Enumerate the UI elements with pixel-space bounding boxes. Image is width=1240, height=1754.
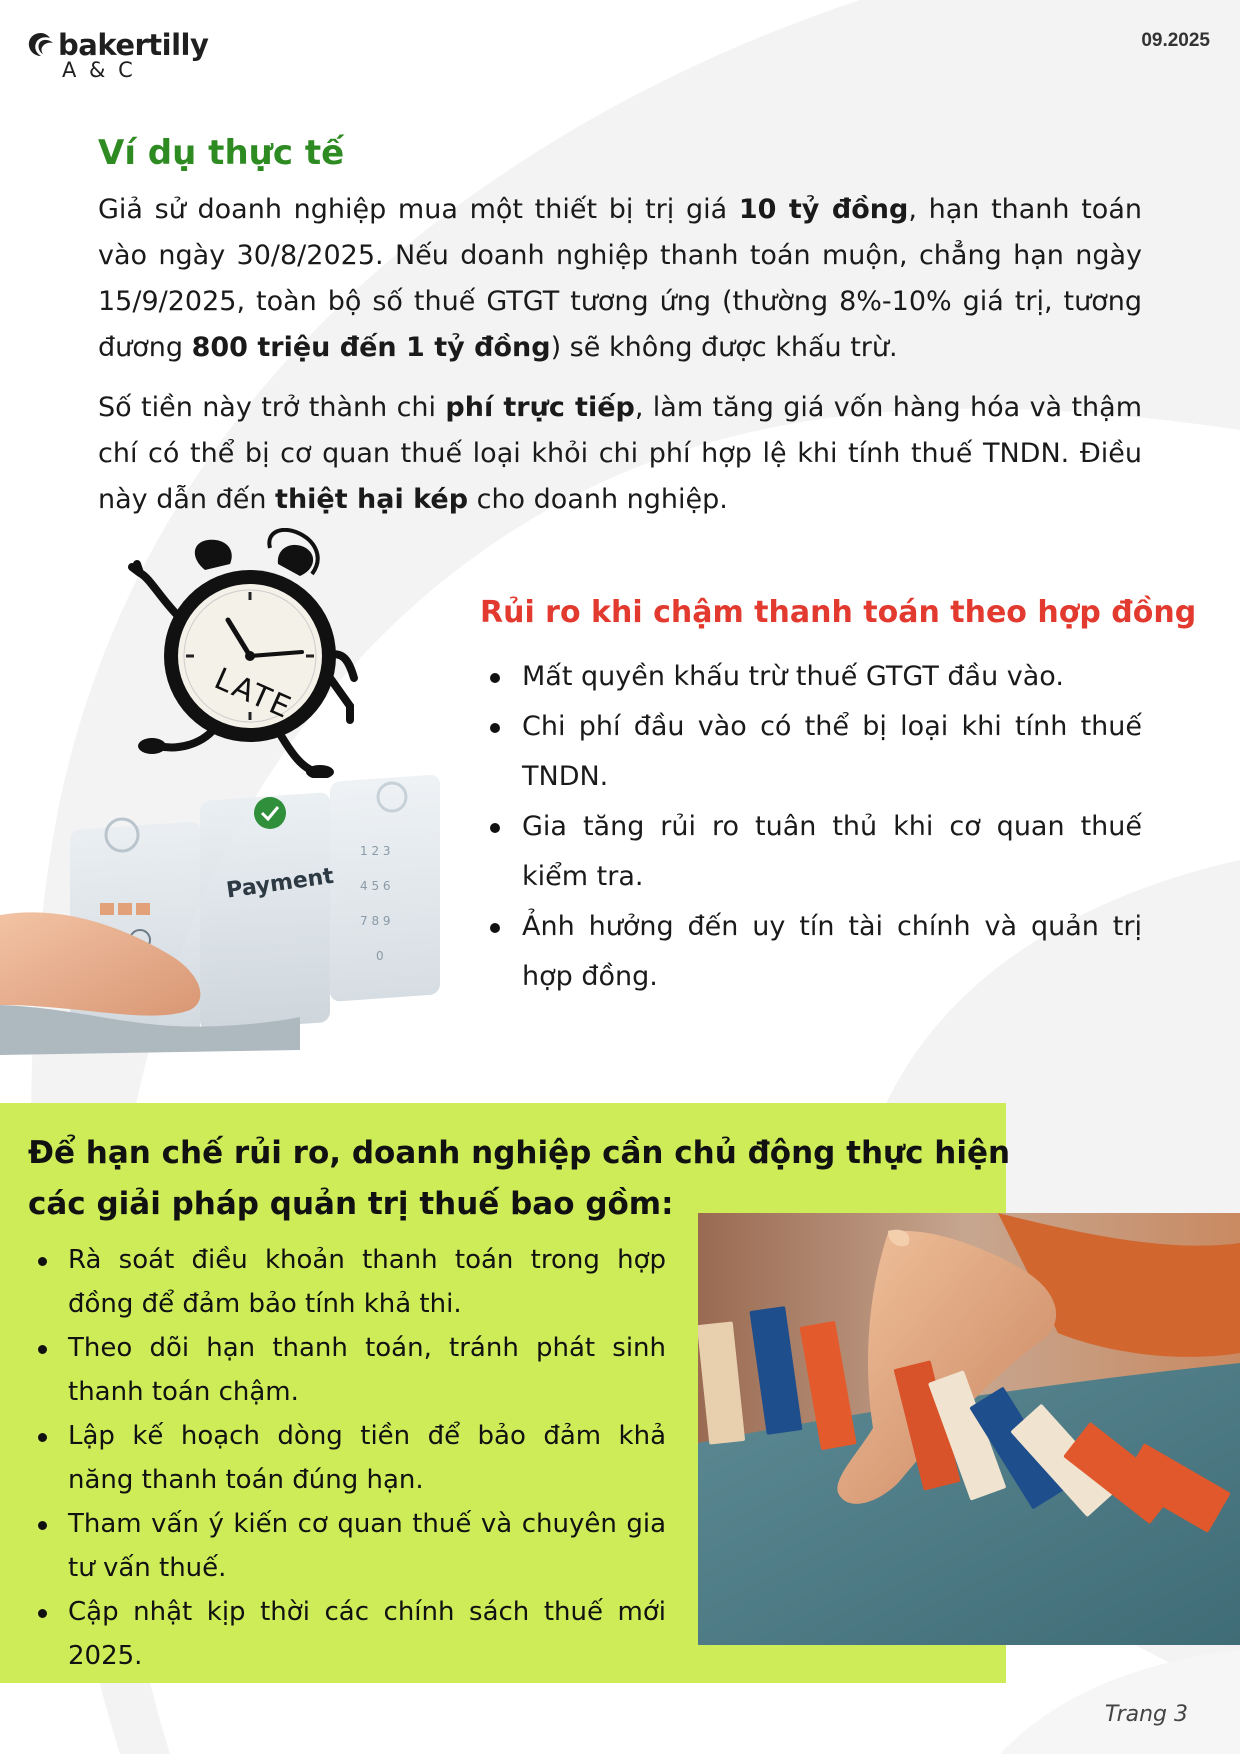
example-section (98, 133, 1142, 537)
issue-date: 09.2025 (1141, 30, 1210, 51)
risk-list (480, 652, 1142, 1002)
svg-text:1 2 3: 1 2 3 (360, 844, 391, 858)
svg-text:4 5 6: 4 5 6 (360, 879, 391, 893)
logo-swirl-icon (26, 30, 56, 60)
brand-name: bakertilly (58, 28, 209, 62)
late-label: LATE (209, 661, 298, 727)
risk-section (480, 595, 1197, 1002)
list-item: Chi phí đầu vào có thể bị loại khi tính thuế TNDN. (480, 702, 1142, 802)
payment-label: Payment (224, 863, 336, 904)
late-clock-illustration (80, 528, 380, 778)
solution-section (28, 1128, 1011, 1678)
list-item: Theo dõi hạn thanh toán, tránh phát sinh thanh toán chậm. (28, 1326, 666, 1414)
payment-illustration (0, 775, 450, 1065)
list-item: Gia tăng rủi ro tuân thủ khi cơ quan thuế kiểm tra. (480, 802, 1142, 902)
example-paragraph-1: Giả sử doanh nghiệp mua một thiết bị trị giá 10 tỷ đồng, hạn thanh toán vào ngày 30/8/2025. Nếu doanh nghiệp thanh toán muộn, chẳng hạn ngày 15/9/2025, toàn bộ số thuế GTGT tương ứng (thường 8%-10% giá trị, tương đương 800 triệu đến 1 tỷ đồng) sẽ không được khấu trừ. (98, 194, 1142, 363)
list-item: Tham vấn ý kiến cơ quan thuế và chuyên gia tư vấn thuế. (28, 1502, 666, 1590)
domino-hand-photo (698, 1213, 1240, 1645)
list-item: Rà soát điều khoản thanh toán trong hợp đồng để đảm bảo tính khả thi. (28, 1238, 666, 1326)
list-item: Mất quyền khấu trừ thuế GTGT đầu vào. (480, 652, 1142, 702)
svg-text:7 8 9: 7 8 9 (360, 914, 391, 928)
solution-heading: Để hạn chế rủi ro, doanh nghiệp cần chủ động thực hiện các giải pháp quản trị thuế bao gồm: (28, 1135, 1011, 1222)
company-logo (26, 28, 208, 82)
brand-subtitle: A & C (62, 58, 136, 82)
risk-heading: Rủi ro khi chậm thanh toán theo hợp đồng (480, 595, 1197, 630)
solution-list (28, 1238, 666, 1678)
list-item: Cập nhật kịp thời các chính sách thuế mới 2025. (28, 1590, 666, 1678)
page-number: Trang 3 (1104, 1702, 1188, 1727)
list-item: Ảnh hưởng đến uy tín tài chính và quản trị hợp đồng. (480, 902, 1142, 1002)
example-heading: Ví dụ thực tế (98, 133, 345, 173)
example-paragraph-2: Số tiền này trở thành chi phí trực tiếp, làm tăng giá vốn hàng hóa và thậm chí có thể bị cơ quan thuế loại khỏi chi phí hợp lệ khi tính thuế TNDN. Điều này dẫn đến thiệt hại kép cho doanh nghiệp. (98, 392, 1143, 515)
list-item: Lập kế hoạch dòng tiền để bảo đảm khả năng thanh toán đúng hạn. (28, 1414, 666, 1502)
svg-text:0: 0 (376, 949, 384, 963)
